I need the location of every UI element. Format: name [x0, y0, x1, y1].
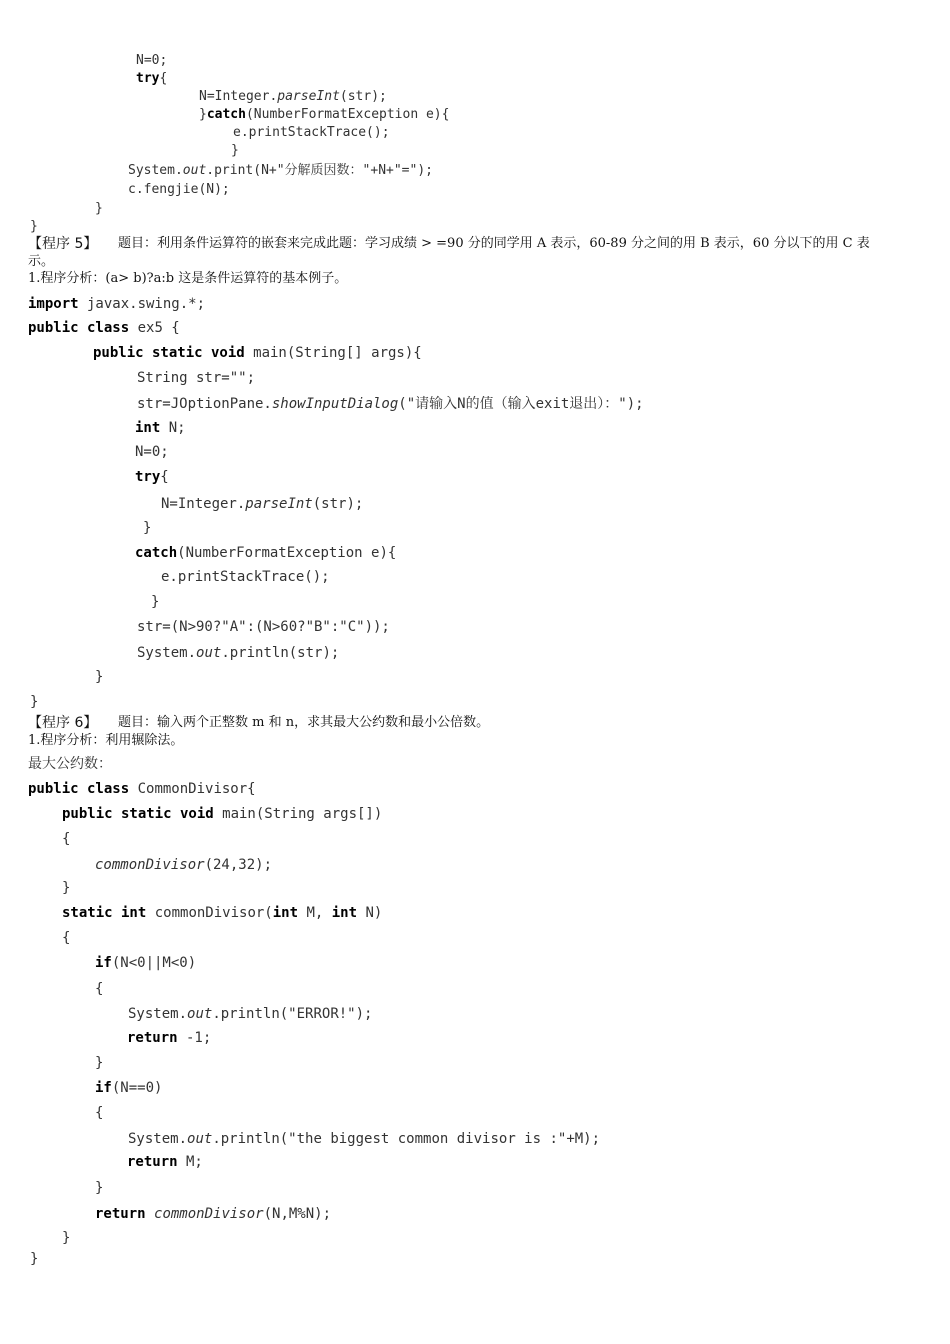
code-line: e.printStackTrace(); — [233, 125, 390, 140]
code-line: N=Integer.parseInt(str); — [199, 89, 387, 104]
code-line: } — [143, 520, 152, 536]
code-line: public static void main(String[] args){ — [93, 345, 422, 361]
code-line: N=Integer.parseInt(str); — [161, 496, 364, 512]
code-line: public static void main(String args[]) — [62, 806, 383, 822]
code-line: } — [30, 694, 39, 710]
code-line: { — [95, 1105, 104, 1121]
code-line: commonDivisor(24,32); — [95, 857, 273, 873]
code-line: System.out.print(N+"分解质因数："+N+"="); — [128, 163, 433, 178]
program-analysis: 1.程序分析：(a> b)?a:b 这是条件运算符的基本例子。 — [28, 271, 348, 286]
code-line: } — [95, 1055, 104, 1071]
code-line: static int commonDivisor(int M, int N) — [62, 905, 383, 921]
code-line: System.out.println("ERROR!"); — [128, 1006, 373, 1022]
code-line: public class CommonDivisor{ — [28, 781, 256, 797]
code-line: } — [30, 219, 38, 234]
code-line: str=(N>90?"A":(N>60?"B":"C")); — [137, 619, 390, 635]
code-line: str=JOptionPane.showInputDialog("请输入N的值（输入exit退出）："); — [137, 396, 644, 412]
code-line: } — [231, 143, 239, 158]
code-line: c.fengjie(N); — [128, 182, 230, 197]
code-line: N=0; — [136, 53, 168, 68]
code-line: } — [62, 880, 71, 896]
code-line: try{ — [135, 469, 169, 485]
code-line: } — [95, 1180, 104, 1196]
code-line: if(N<0||M<0) — [95, 955, 197, 971]
program-title-continued: 示。 — [28, 254, 55, 269]
program-title: 题目：输入两个正整数 m 和 n，求其最大公约数和最小公倍数。 — [118, 715, 490, 730]
code-line: } — [62, 1230, 71, 1246]
program-title: 题目：利用条件运算符的嵌套来完成此题：学习成绩 > =90 分的同学用 A 表示，60-89 分之间的用 B 表示，60 分以下的用 C 表 — [118, 236, 870, 251]
code-line: return -1; — [127, 1030, 212, 1046]
code-line: if(N==0) — [95, 1080, 163, 1096]
program-heading: 【程序 6】 — [28, 715, 98, 731]
code-line: return commonDivisor(N,M%N); — [95, 1206, 332, 1222]
program-analysis: 1.程序分析：利用辗除法。 — [28, 733, 184, 748]
code-line: } — [95, 669, 104, 685]
code-line: int N; — [135, 420, 186, 436]
program-heading: 【程序 5】 — [28, 236, 98, 252]
code-line: System.out.println("the biggest common divisor is :"+M); — [128, 1131, 601, 1147]
code-line: String str=""; — [137, 370, 256, 386]
code-line: } — [30, 1251, 39, 1267]
code-line: { — [62, 930, 71, 946]
section-label: 最大公约数： — [28, 756, 112, 772]
code-line: N=0; — [135, 444, 169, 460]
code-line: return M; — [127, 1154, 203, 1170]
code-line: System.out.println(str); — [137, 645, 340, 661]
code-line: { — [62, 831, 71, 847]
code-line: { — [95, 981, 104, 997]
code-line: e.printStackTrace(); — [161, 569, 330, 585]
code-line: catch(NumberFormatException e){ — [135, 545, 397, 561]
code-line: }catch(NumberFormatException e){ — [199, 107, 450, 122]
code-line: try{ — [136, 71, 168, 86]
code-line: import javax.swing.*; — [28, 296, 206, 312]
code-line: } — [151, 594, 160, 610]
code-line: public class ex5 { — [28, 320, 180, 336]
code-line: } — [95, 201, 103, 216]
